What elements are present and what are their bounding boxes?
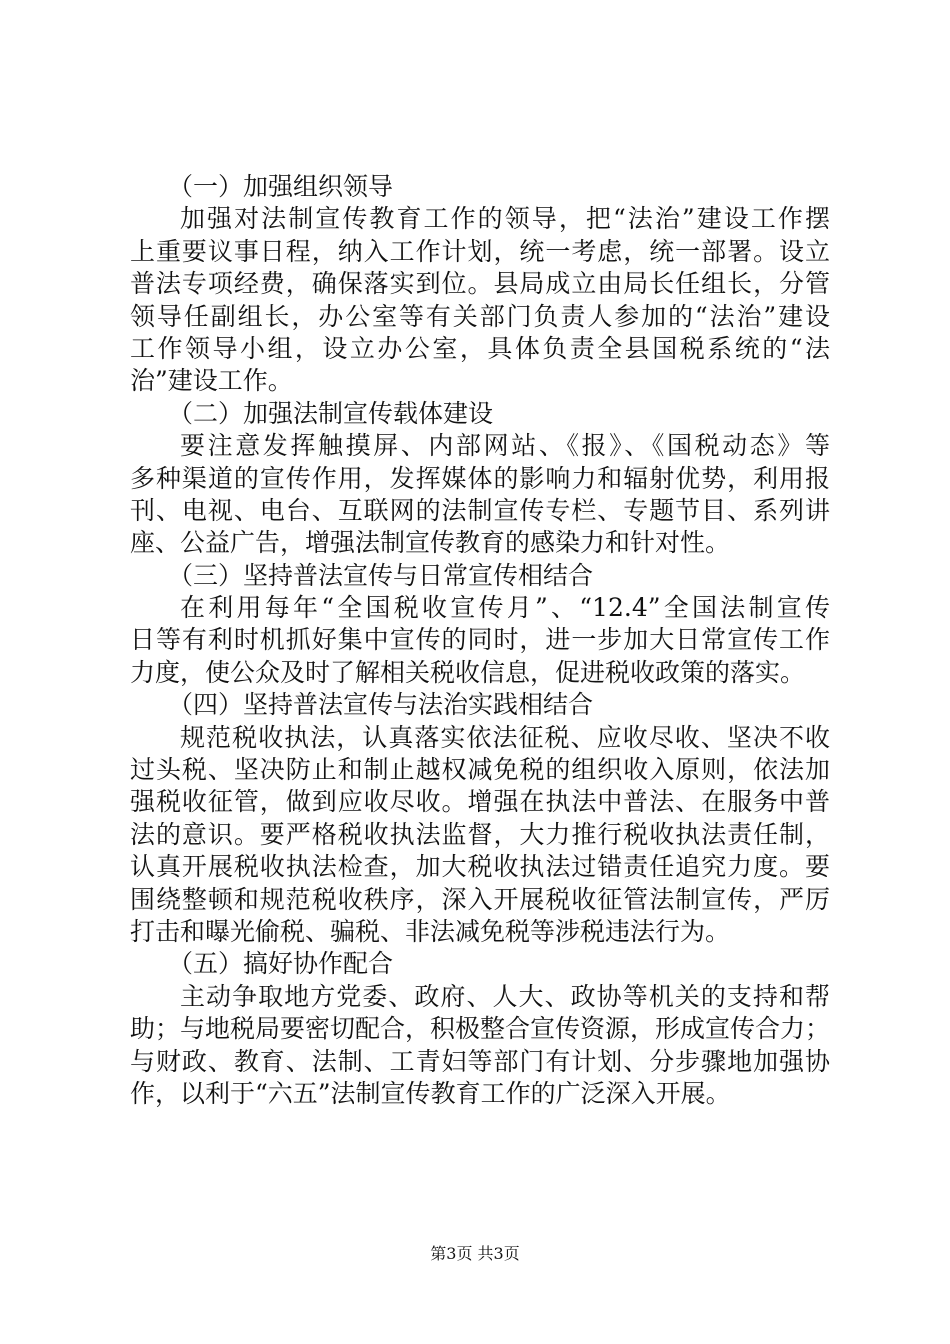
paragraph-line: 多种渠道的宣传作用，发挥媒体的影响力和辐射优势，利用报 bbox=[130, 463, 830, 493]
paragraph-line: 领导任副组长，办公室等有关部门负责人参加的“法治”建设 bbox=[130, 301, 830, 331]
text-lines bbox=[130, 171, 830, 1110]
section-heading: （二）加强法制宣传载体建设 bbox=[168, 398, 494, 428]
paragraph-line: 刊、电视、电台、互联网的法制宣传专栏、专题节目、系列讲 bbox=[130, 495, 830, 525]
paragraph-line: 日等有利时机抓好集中宣传的同时，进一步加大日常宣传工作 bbox=[130, 625, 830, 655]
section-heading: （三）坚持普法宣传与日常宣传相结合 bbox=[168, 560, 594, 590]
paragraph-line: 在利用每年“全国税收宣传月”、“12.4”全国法制宣传 bbox=[180, 593, 830, 623]
paragraph-line: 作，以利于“六五”法制宣传教育工作的广泛深入开展。 bbox=[130, 1078, 731, 1108]
paragraph-line: 加强对法制宣传教育工作的领导，把“法治”建设工作摆 bbox=[180, 204, 830, 234]
paragraph-line: 工作领导小组，设立办公室，具体负责全县国税系统的“法 bbox=[130, 333, 830, 363]
paragraph-line: 围绕整顿和规范税收秩序，深入开展税收征管法制宣传，严厉 bbox=[130, 884, 830, 914]
paragraph-line: 打击和曝光偷税、骗税、非法减免税等涉税违法行为。 bbox=[130, 916, 731, 946]
paragraph-line: 过头税、坚决防止和制止越权减免税的组织收入原则，依法加 bbox=[130, 755, 830, 785]
paragraph-line: 主动争取地方党委、政府、人大、政协等机关的支持和帮 bbox=[180, 981, 830, 1011]
paragraph-line: 助；与地税局要密切配合，积极整合宣传资源，形成宣传合力； bbox=[130, 1014, 831, 1044]
paragraph-line: 要注意发挥触摸屏、内部网站、《报》、《国税动态》等 bbox=[180, 431, 830, 461]
paragraph-line: 上重要议事日程，纳入工作计划，统一考虑，统一部署。设立 bbox=[130, 236, 830, 266]
paragraph-line: 认真开展税收执法检查，加大税收执法过错责任追究力度。要 bbox=[130, 852, 830, 882]
paragraph-line: 与财政、教育、法制、工青妇等部门有计划、分步骤地加强协 bbox=[130, 1046, 830, 1076]
document-body bbox=[130, 171, 830, 1110]
section-heading: （一）加强组织领导 bbox=[168, 172, 394, 201]
section-heading: （五）搞好协作配合 bbox=[168, 949, 394, 979]
section-heading: （四）坚持普法宣传与法治实践相结合 bbox=[168, 690, 594, 720]
paragraph-line: 规范税收执法，认真落实依法征税、应收尽收、坚决不收 bbox=[180, 722, 830, 752]
page-footer: 第3页 共3页 bbox=[430, 1244, 520, 1263]
paragraph-line: 强税收征管，做到应收尽收。增强在执法中普法、在服务中普 bbox=[130, 787, 830, 817]
paragraph-line: 座、公益广告，增强法制宣传教育的感染力和针对性。 bbox=[130, 528, 731, 558]
paragraph-line: 治”建设工作。 bbox=[130, 366, 293, 396]
paragraph-line: 法的意识。要严格税收执法监督，大力推行税收执法责任制， bbox=[130, 819, 830, 849]
paragraph-line: 力度，使公众及时了解相关税收信息，促进税收政策的落实。 bbox=[130, 657, 806, 687]
paragraph-line: 普法专项经费，确保落实到位。县局成立由局长任组长，分管 bbox=[130, 269, 830, 299]
